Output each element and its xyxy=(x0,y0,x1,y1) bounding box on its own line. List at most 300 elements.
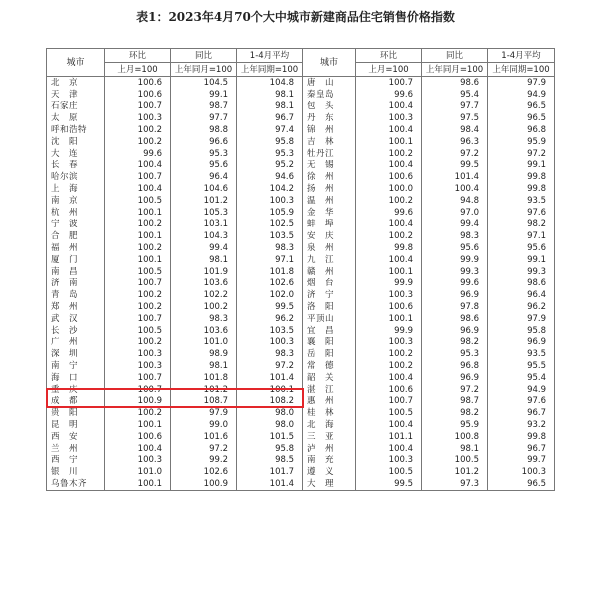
ytd-base-left: 上年同期=100 xyxy=(237,63,303,77)
mom-cell-left: 100.2 xyxy=(105,219,171,231)
city-cell-right: 牡丹江 xyxy=(303,148,356,160)
city-cell-right: 蚌 埠 xyxy=(303,219,356,231)
ytd-cell-left: 95.3 xyxy=(237,148,303,160)
ytd-base-right: 上年同期=100 xyxy=(488,63,555,77)
ytd-cell-left: 103.5 xyxy=(237,325,303,337)
yoy-cell-right: 98.4 xyxy=(422,124,488,136)
ytd-cell-right: 96.7 xyxy=(488,443,555,455)
city-cell-right: 大 理 xyxy=(303,478,356,490)
yoy-cell-right: 98.2 xyxy=(422,337,488,349)
table-row xyxy=(47,455,555,467)
mom-cell-left: 100.1 xyxy=(105,254,171,266)
city-cell-left: 成 都 xyxy=(47,396,105,408)
mom-base-left: 上月=100 xyxy=(105,63,171,77)
ytd-cell-left: 104.8 xyxy=(237,77,303,89)
mom-base-right: 上月=100 xyxy=(356,63,422,77)
ytd-cell-left: 103.5 xyxy=(237,230,303,242)
mom-cell-right: 100.1 xyxy=(356,313,422,325)
ytd-cell-right: 98.2 xyxy=(488,219,555,231)
yoy-cell-left: 101.0 xyxy=(171,337,237,349)
ytd-cell-left: 98.3 xyxy=(237,348,303,360)
mom-cell-left: 100.3 xyxy=(105,348,171,360)
ytd-cell-right: 95.9 xyxy=(488,136,555,148)
mom-cell-left: 100.2 xyxy=(105,124,171,136)
city-cell-left: 哈尔滨 xyxy=(47,171,105,183)
ytd-cell-left: 101.8 xyxy=(237,266,303,278)
yoy-cell-left: 96.4 xyxy=(171,171,237,183)
ytd-cell-right: 96.4 xyxy=(488,289,555,301)
mom-cell-left: 100.2 xyxy=(105,301,171,313)
yoy-cell-left: 102.6 xyxy=(171,466,237,478)
table-row xyxy=(47,407,555,419)
city-cell-left: 福 州 xyxy=(47,242,105,254)
city-cell-left: 西 安 xyxy=(47,431,105,443)
yoy-cell-left: 99.1 xyxy=(171,89,237,101)
mom-cell-right: 99.6 xyxy=(356,207,422,219)
city-cell-left: 海 口 xyxy=(47,372,105,384)
mom-cell-right: 99.9 xyxy=(356,278,422,290)
mom-cell-left: 101.0 xyxy=(105,466,171,478)
yoy-cell-left: 103.6 xyxy=(171,325,237,337)
city-cell-left: 青 岛 xyxy=(47,289,105,301)
city-cell-left: 长 沙 xyxy=(47,325,105,337)
ytd-cell-right: 95.5 xyxy=(488,360,555,372)
yoy-cell-right: 97.5 xyxy=(422,112,488,124)
city-cell-left: 南 京 xyxy=(47,195,105,207)
city-cell-right: 泸 州 xyxy=(303,443,356,455)
city-cell-left: 兰 州 xyxy=(47,443,105,455)
ytd-cell-left: 100.1 xyxy=(237,384,303,396)
mom-cell-right: 100.3 xyxy=(356,112,422,124)
city-cell-right: 金 华 xyxy=(303,207,356,219)
mom-cell-left: 100.2 xyxy=(105,136,171,148)
mom-cell-right: 100.6 xyxy=(356,301,422,313)
yoy-cell-right: 97.2 xyxy=(422,148,488,160)
city-cell-right: 宜 昌 xyxy=(303,325,356,337)
table-row xyxy=(47,289,555,301)
yoy-cell-right: 97.7 xyxy=(422,101,488,113)
mom-cell-right: 100.1 xyxy=(356,266,422,278)
city-cell-left: 杭 州 xyxy=(47,207,105,219)
table-row xyxy=(47,372,555,384)
yoy-header-left: 同比 xyxy=(171,49,237,63)
yoy-cell-left: 98.9 xyxy=(171,348,237,360)
yoy-base-left: 上年同月=100 xyxy=(171,63,237,77)
city-cell-right: 惠 州 xyxy=(303,396,356,408)
yoy-cell-right: 100.5 xyxy=(422,455,488,467)
city-cell-right: 赣 州 xyxy=(303,266,356,278)
ytd-cell-right: 97.6 xyxy=(488,396,555,408)
mom-cell-left: 100.1 xyxy=(105,230,171,242)
mom-cell-right: 100.4 xyxy=(356,443,422,455)
yoy-cell-left: 98.1 xyxy=(171,360,237,372)
ytd-cell-right: 97.1 xyxy=(488,230,555,242)
yoy-cell-right: 96.9 xyxy=(422,325,488,337)
city-header-right: 城市 xyxy=(303,49,356,77)
ytd-cell-left: 97.2 xyxy=(237,360,303,372)
city-cell-right: 九 江 xyxy=(303,254,356,266)
ytd-cell-left: 100.3 xyxy=(237,195,303,207)
city-cell-right: 三 亚 xyxy=(303,431,356,443)
mom-cell-right: 100.2 xyxy=(356,195,422,207)
ytd-cell-left: 102.5 xyxy=(237,219,303,231)
ytd-cell-left: 95.2 xyxy=(237,160,303,172)
mom-cell-right: 100.2 xyxy=(356,148,422,160)
yoy-cell-right: 98.3 xyxy=(422,230,488,242)
yoy-cell-right: 95.6 xyxy=(422,242,488,254)
table-row xyxy=(47,325,555,337)
city-cell-left: 北 京 xyxy=(47,77,105,89)
mom-cell-left: 100.7 xyxy=(105,171,171,183)
ytd-cell-right: 97.9 xyxy=(488,313,555,325)
ytd-cell-right: 95.8 xyxy=(488,325,555,337)
city-cell-right: 温 州 xyxy=(303,195,356,207)
ytd-cell-left: 98.0 xyxy=(237,407,303,419)
yoy-cell-right: 98.6 xyxy=(422,313,488,325)
ytd-cell-left: 101.5 xyxy=(237,431,303,443)
table-row xyxy=(47,337,555,349)
mom-cell-right: 100.1 xyxy=(356,136,422,148)
ytd-header-right: 1-4月平均 xyxy=(488,49,555,63)
ytd-cell-right: 99.8 xyxy=(488,171,555,183)
ytd-cell-right: 98.6 xyxy=(488,278,555,290)
mom-cell-left: 100.4 xyxy=(105,443,171,455)
ytd-cell-left: 101.4 xyxy=(237,478,303,490)
yoy-cell-right: 100.4 xyxy=(422,183,488,195)
mom-cell-right: 100.6 xyxy=(356,171,422,183)
ytd-cell-right: 95.4 xyxy=(488,372,555,384)
yoy-cell-left: 104.6 xyxy=(171,183,237,195)
city-cell-left: 南 宁 xyxy=(47,360,105,372)
yoy-cell-left: 102.2 xyxy=(171,289,237,301)
ytd-cell-left: 101.7 xyxy=(237,466,303,478)
city-cell-left: 深 圳 xyxy=(47,348,105,360)
mom-cell-left: 100.5 xyxy=(105,195,171,207)
table-row xyxy=(47,396,555,408)
city-cell-right: 吉 林 xyxy=(303,136,356,148)
mom-cell-right: 100.3 xyxy=(356,289,422,301)
table-row xyxy=(47,348,555,360)
ytd-cell-right: 96.7 xyxy=(488,407,555,419)
ytd-cell-left: 100.3 xyxy=(237,337,303,349)
yoy-cell-right: 97.0 xyxy=(422,207,488,219)
mom-cell-right: 100.7 xyxy=(356,396,422,408)
mom-cell-left: 100.3 xyxy=(105,455,171,467)
ytd-cell-right: 99.7 xyxy=(488,455,555,467)
ytd-cell-right: 94.9 xyxy=(488,384,555,396)
yoy-cell-left: 105.3 xyxy=(171,207,237,219)
yoy-cell-left: 101.2 xyxy=(171,195,237,207)
ytd-cell-left: 98.0 xyxy=(237,419,303,431)
city-cell-right: 遵 义 xyxy=(303,466,356,478)
mom-cell-right: 100.2 xyxy=(356,348,422,360)
mom-cell-right: 100.4 xyxy=(356,124,422,136)
mom-cell-right: 100.4 xyxy=(356,160,422,172)
mom-cell-right: 100.5 xyxy=(356,407,422,419)
yoy-cell-right: 97.8 xyxy=(422,301,488,313)
yoy-cell-left: 100.2 xyxy=(171,301,237,313)
city-cell-right: 无 锡 xyxy=(303,160,356,172)
ytd-cell-right: 95.6 xyxy=(488,242,555,254)
ytd-cell-left: 105.9 xyxy=(237,207,303,219)
yoy-base-right: 上年同月=100 xyxy=(422,63,488,77)
city-header-left: 城市 xyxy=(47,49,105,77)
mom-cell-right: 99.6 xyxy=(356,89,422,101)
mom-cell-left: 100.1 xyxy=(105,207,171,219)
city-cell-left: 南 昌 xyxy=(47,266,105,278)
mom-cell-right: 100.2 xyxy=(356,360,422,372)
city-cell-right: 南 充 xyxy=(303,455,356,467)
city-cell-right: 济 宁 xyxy=(303,289,356,301)
ytd-cell-left: 101.4 xyxy=(237,372,303,384)
yoy-cell-left: 103.1 xyxy=(171,219,237,231)
table-row xyxy=(47,219,555,231)
table-row xyxy=(47,124,555,136)
yoy-cell-right: 99.4 xyxy=(422,219,488,231)
mom-cell-left: 100.3 xyxy=(105,360,171,372)
ytd-cell-right: 96.5 xyxy=(488,101,555,113)
ytd-cell-right: 96.2 xyxy=(488,301,555,313)
city-cell-left: 沈 阳 xyxy=(47,136,105,148)
mom-cell-left: 100.2 xyxy=(105,289,171,301)
yoy-cell-left: 101.2 xyxy=(171,384,237,396)
city-cell-right: 平顶山 xyxy=(303,313,356,325)
ytd-cell-right: 100.3 xyxy=(488,466,555,478)
table-row xyxy=(47,112,555,124)
yoy-header-right: 同比 xyxy=(422,49,488,63)
mom-cell-left: 100.5 xyxy=(105,325,171,337)
price-index-table xyxy=(46,48,555,491)
yoy-cell-right: 97.3 xyxy=(422,478,488,490)
yoy-cell-left: 101.8 xyxy=(171,372,237,384)
city-cell-left: 合 肥 xyxy=(47,230,105,242)
yoy-cell-right: 98.2 xyxy=(422,407,488,419)
table-row xyxy=(47,183,555,195)
city-cell-left: 贵 阳 xyxy=(47,407,105,419)
ytd-cell-left: 98.1 xyxy=(237,101,303,113)
yoy-cell-right: 96.9 xyxy=(422,289,488,301)
mom-cell-right: 100.4 xyxy=(356,254,422,266)
city-cell-right: 徐 州 xyxy=(303,171,356,183)
ytd-cell-left: 96.7 xyxy=(237,112,303,124)
mom-cell-right: 100.4 xyxy=(356,219,422,231)
yoy-cell-right: 101.2 xyxy=(422,466,488,478)
table-row xyxy=(47,207,555,219)
mom-cell-right: 100.2 xyxy=(356,230,422,242)
city-cell-right: 安 庆 xyxy=(303,230,356,242)
yoy-cell-right: 98.1 xyxy=(422,443,488,455)
yoy-cell-left: 103.6 xyxy=(171,278,237,290)
city-cell-left: 重 庆 xyxy=(47,384,105,396)
mom-cell-right: 100.6 xyxy=(356,384,422,396)
ytd-cell-right: 96.5 xyxy=(488,112,555,124)
mom-cell-left: 99.6 xyxy=(105,148,171,160)
mom-cell-left: 100.9 xyxy=(105,396,171,408)
city-cell-right: 烟 台 xyxy=(303,278,356,290)
city-cell-right: 包 头 xyxy=(303,101,356,113)
mom-header-right: 环比 xyxy=(356,49,422,63)
city-cell-left: 昆 明 xyxy=(47,419,105,431)
yoy-cell-left: 104.5 xyxy=(171,77,237,89)
city-cell-right: 丹 东 xyxy=(303,112,356,124)
table-title: 表1：2023年4月70个大中城市新建商品住宅销售价格指数 xyxy=(136,10,455,24)
city-cell-right: 岳 阳 xyxy=(303,348,356,360)
mom-cell-left: 100.2 xyxy=(105,242,171,254)
table-row xyxy=(47,160,555,172)
yoy-cell-left: 99.4 xyxy=(171,242,237,254)
yoy-cell-right: 97.2 xyxy=(422,384,488,396)
yoy-cell-right: 98.7 xyxy=(422,396,488,408)
mom-cell-right: 100.3 xyxy=(356,337,422,349)
ytd-cell-left: 102.6 xyxy=(237,278,303,290)
yoy-cell-left: 97.9 xyxy=(171,407,237,419)
table-row xyxy=(47,466,555,478)
mom-cell-left: 100.4 xyxy=(105,183,171,195)
yoy-cell-right: 100.8 xyxy=(422,431,488,443)
yoy-cell-right: 95.3 xyxy=(422,348,488,360)
ytd-cell-left: 104.2 xyxy=(237,183,303,195)
ytd-cell-right: 93.5 xyxy=(488,195,555,207)
table-row xyxy=(47,101,555,113)
mom-cell-left: 100.7 xyxy=(105,278,171,290)
table-row xyxy=(47,136,555,148)
yoy-cell-left: 98.7 xyxy=(171,101,237,113)
table-row xyxy=(47,360,555,372)
city-cell-left: 石家庄 xyxy=(47,101,105,113)
ytd-cell-left: 95.8 xyxy=(237,443,303,455)
ytd-cell-right: 96.8 xyxy=(488,124,555,136)
city-cell-right: 湛 江 xyxy=(303,384,356,396)
table-row xyxy=(47,230,555,242)
mom-cell-left: 100.6 xyxy=(105,89,171,101)
ytd-cell-left: 95.8 xyxy=(237,136,303,148)
city-cell-left: 济 南 xyxy=(47,278,105,290)
city-cell-left: 银 川 xyxy=(47,466,105,478)
yoy-cell-right: 95.4 xyxy=(422,89,488,101)
city-cell-left: 广 州 xyxy=(47,337,105,349)
table-row xyxy=(47,384,555,396)
ytd-cell-left: 98.1 xyxy=(237,89,303,101)
ytd-cell-left: 94.6 xyxy=(237,171,303,183)
ytd-cell-left: 102.0 xyxy=(237,289,303,301)
ytd-cell-left: 108.2 xyxy=(237,396,303,408)
mom-header-left: 环比 xyxy=(105,49,171,63)
city-cell-left: 厦 门 xyxy=(47,254,105,266)
table-row xyxy=(47,89,555,101)
city-cell-right: 北 海 xyxy=(303,419,356,431)
yoy-cell-right: 96.3 xyxy=(422,136,488,148)
yoy-cell-left: 97.7 xyxy=(171,112,237,124)
city-cell-right: 唐 山 xyxy=(303,77,356,89)
yoy-cell-right: 96.8 xyxy=(422,360,488,372)
table-row xyxy=(47,431,555,443)
table-row xyxy=(47,242,555,254)
yoy-cell-left: 98.1 xyxy=(171,254,237,266)
yoy-cell-left: 98.8 xyxy=(171,124,237,136)
mom-cell-left: 100.6 xyxy=(105,431,171,443)
mom-cell-right: 100.3 xyxy=(356,455,422,467)
mom-cell-left: 100.2 xyxy=(105,407,171,419)
city-cell-left: 上 海 xyxy=(47,183,105,195)
ytd-cell-right: 93.5 xyxy=(488,348,555,360)
city-cell-left: 呼和浩特 xyxy=(47,124,105,136)
ytd-cell-right: 97.2 xyxy=(488,148,555,160)
yoy-cell-left: 104.3 xyxy=(171,230,237,242)
city-cell-right: 韶 关 xyxy=(303,372,356,384)
ytd-cell-right: 97.9 xyxy=(488,77,555,89)
mom-cell-left: 100.5 xyxy=(105,266,171,278)
table-row xyxy=(47,254,555,266)
table-row xyxy=(47,478,555,490)
table-row xyxy=(47,77,555,89)
city-cell-right: 锦 州 xyxy=(303,124,356,136)
table-row xyxy=(47,195,555,207)
table-row xyxy=(47,148,555,160)
mom-cell-right: 99.9 xyxy=(356,325,422,337)
yoy-cell-right: 99.3 xyxy=(422,266,488,278)
yoy-cell-right: 96.9 xyxy=(422,372,488,384)
ytd-cell-right: 99.3 xyxy=(488,266,555,278)
table-row xyxy=(47,171,555,183)
mom-cell-left: 100.7 xyxy=(105,101,171,113)
table-row xyxy=(47,313,555,325)
city-cell-left: 西 宁 xyxy=(47,455,105,467)
city-cell-right: 洛 阳 xyxy=(303,301,356,313)
mom-cell-left: 100.2 xyxy=(105,337,171,349)
ytd-cell-right: 97.6 xyxy=(488,207,555,219)
city-cell-left: 武 汉 xyxy=(47,313,105,325)
city-cell-left: 乌鲁木齐 xyxy=(47,478,105,490)
mom-cell-left: 100.4 xyxy=(105,160,171,172)
ytd-cell-right: 99.8 xyxy=(488,183,555,195)
table-row xyxy=(47,278,555,290)
mom-cell-right: 100.4 xyxy=(356,372,422,384)
mom-cell-right: 99.5 xyxy=(356,478,422,490)
city-cell-right: 桂 林 xyxy=(303,407,356,419)
city-cell-left: 大 连 xyxy=(47,148,105,160)
yoy-cell-right: 95.9 xyxy=(422,419,488,431)
mom-cell-left: 100.1 xyxy=(105,419,171,431)
yoy-cell-left: 101.6 xyxy=(171,431,237,443)
table-row xyxy=(47,301,555,313)
mom-cell-left: 100.7 xyxy=(105,384,171,396)
yoy-cell-right: 94.8 xyxy=(422,195,488,207)
ytd-cell-right: 99.8 xyxy=(488,431,555,443)
mom-cell-right: 100.0 xyxy=(356,183,422,195)
table-body xyxy=(47,77,555,491)
table-row xyxy=(47,419,555,431)
mom-cell-left: 100.3 xyxy=(105,112,171,124)
mom-cell-left: 100.7 xyxy=(105,313,171,325)
ytd-cell-right: 94.9 xyxy=(488,89,555,101)
ytd-cell-left: 97.4 xyxy=(237,124,303,136)
yoy-cell-left: 98.3 xyxy=(171,313,237,325)
yoy-cell-left: 95.6 xyxy=(171,160,237,172)
yoy-cell-right: 99.9 xyxy=(422,254,488,266)
yoy-cell-left: 97.2 xyxy=(171,443,237,455)
city-cell-right: 秦皇岛 xyxy=(303,89,356,101)
mom-cell-right: 101.1 xyxy=(356,431,422,443)
yoy-cell-left: 101.9 xyxy=(171,266,237,278)
mom-cell-left: 100.1 xyxy=(105,478,171,490)
yoy-cell-left: 96.6 xyxy=(171,136,237,148)
city-cell-left: 郑 州 xyxy=(47,301,105,313)
yoy-cell-right: 101.4 xyxy=(422,171,488,183)
ytd-header-left: 1-4月平均 xyxy=(237,49,303,63)
city-cell-right: 泉 州 xyxy=(303,242,356,254)
yoy-cell-left: 95.3 xyxy=(171,148,237,160)
city-cell-left: 太 原 xyxy=(47,112,105,124)
